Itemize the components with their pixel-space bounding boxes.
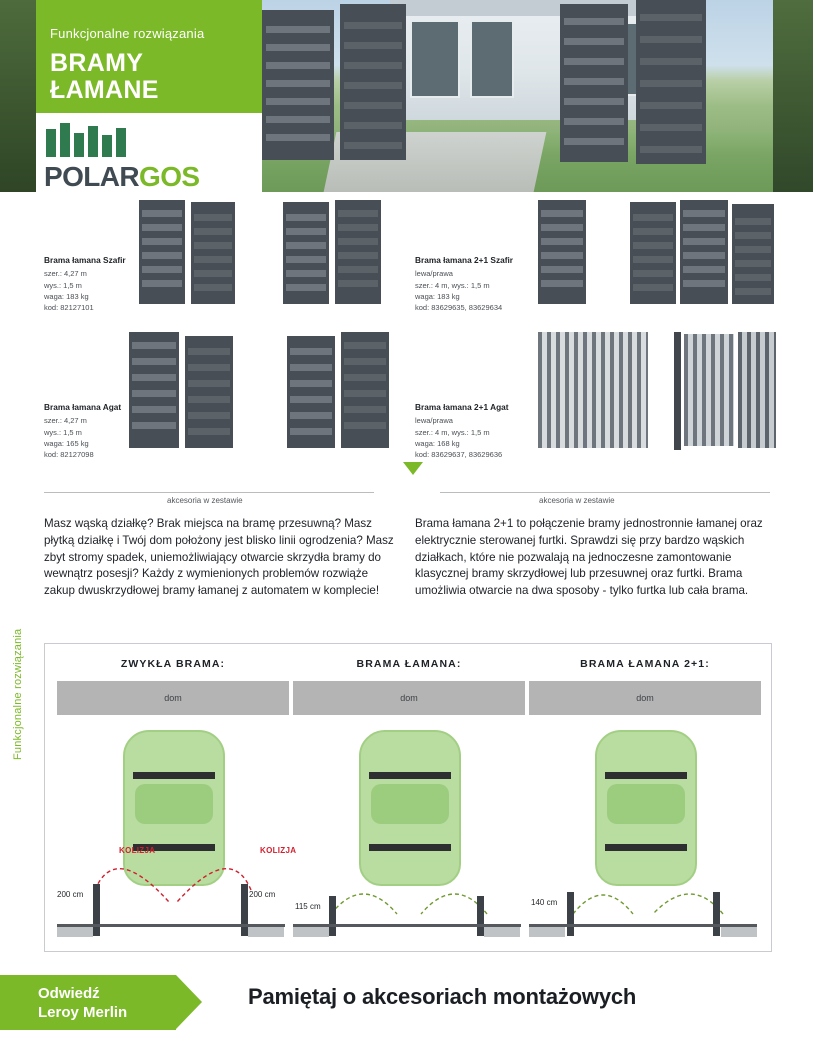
house-bar	[293, 681, 525, 715]
cta-arrow-icon	[176, 975, 202, 1029]
product-photo-szafir-2plus1	[534, 200, 778, 310]
house-label: dom	[164, 693, 182, 703]
house-bar	[57, 681, 289, 715]
product-spec: szer.: 4,27 m	[44, 416, 87, 426]
gate-post	[329, 896, 336, 936]
comparison-diagram-panel	[44, 643, 772, 952]
dimension-left: 200 cm	[57, 890, 84, 899]
description-right: Brama łamana 2+1 to połączenie bramy jednostronnie łamanej oraz elektrycznie sterowanej furtki. Sprawdzi się przy bardzo wąskich działkach, które nie pozwalają na jednoczesne zamontowanie klasycznej bramy skrzydłowej lub przesuwnej oraz furtki. Brama umożliwia otwarcie na dwa sposoby - tylko furtka lub cała brama.	[415, 517, 763, 598]
diagram-column-folding	[293, 658, 525, 715]
accessories-label-left: akcesoria w zestawie	[167, 496, 243, 505]
ground-line	[529, 924, 757, 927]
diagram-title: BRAMA ŁAMANA:	[356, 658, 462, 670]
cta-line2: Leroy Merlin	[38, 1003, 128, 1021]
hero-gate-leaf	[636, 0, 706, 164]
product-info-szafir-2plus1	[415, 254, 565, 313]
divider-right	[440, 492, 770, 493]
product-spec: szer.: 4,27 m	[44, 269, 87, 279]
gate-post	[93, 884, 100, 936]
car-illustration	[359, 730, 461, 886]
product-spec: waga: 168 kg	[415, 438, 460, 448]
footer-slogan: Pamiętaj o akcesoriach montażowych	[248, 984, 637, 1009]
product-spec: szer.: 4 m, wys.: 1,5 m	[415, 427, 490, 437]
brand-logo	[36, 113, 262, 192]
product-spec: wys.: 1,5 m	[44, 427, 82, 437]
product-spec: szer.: 4 m, wys.: 1,5 m	[415, 280, 490, 290]
hero-gate-leaf	[560, 4, 628, 162]
product-photo-agat-2plus1	[534, 332, 778, 454]
gate-post	[241, 884, 248, 936]
collision-label-left: KOLIZJA	[119, 846, 156, 855]
gate-post	[713, 892, 720, 936]
hero-banner	[0, 0, 813, 192]
brand-wordmark	[44, 161, 199, 192]
hero-title-line1: BRAMY	[50, 49, 144, 77]
swing-arc-folding-2plus1	[529, 866, 761, 928]
product-name: Brama łamana 2+1 Szafir	[415, 255, 514, 265]
dimension-left: 140 cm	[531, 898, 558, 907]
hero-gate-leaf	[262, 10, 334, 160]
dimension-right: 200 cm	[249, 890, 276, 899]
scroll-down-arrow-icon	[403, 462, 423, 475]
house-bar	[529, 681, 761, 715]
product-spec: lewa/prawa	[415, 416, 453, 426]
product-spec: lewa/prawa	[415, 269, 453, 279]
product-info-agat-2plus1	[415, 401, 565, 460]
gate-post	[567, 892, 574, 936]
ground-line	[293, 924, 521, 927]
diagram-column-standard	[57, 658, 289, 715]
ground-line	[57, 924, 285, 927]
product-spec: kod: 82127098	[44, 450, 94, 460]
product-spec: waga: 183 kg	[44, 291, 89, 301]
description-left: Masz wąską działkę? Brak miejsca na bramę przesuwną? Masz płytką działkę i Twój dom położony jest blisko linii ogrodzenia? Masz zbyt stromy spadek, uniemożliwiający otwarcie skrzydła bramy do wewnątrz posesji? Każdy z wymienionych problemów rozwiąże zakup dwuskrzydłowej bramy łamanej z automatem w komplecie!	[44, 517, 394, 598]
product-info-szafir	[44, 254, 174, 313]
divider-left	[44, 492, 374, 493]
house-label: dom	[400, 693, 418, 703]
hero-gate-leaf	[340, 4, 406, 160]
vertical-side-label: Funkcjonalne rozwiązania	[12, 628, 24, 760]
product-name: Brama łamana Agat	[44, 402, 122, 412]
accessories-label-right: akcesoria w zestawie	[539, 496, 615, 505]
diagram-title: ZWYKŁA BRAMA:	[120, 658, 226, 670]
swing-arc-folding	[293, 866, 525, 928]
product-name: Brama łamana Szafir	[44, 255, 126, 265]
product-info-agat	[44, 401, 174, 460]
product-spec: kod: 83629637, 83629636	[415, 450, 503, 460]
product-spec: waga: 183 kg	[415, 291, 460, 301]
car-illustration	[595, 730, 697, 886]
product-name: Brama łamana 2+1 Agat	[415, 402, 509, 412]
house-window	[470, 20, 514, 98]
brand-word-part1: POLAR	[44, 161, 140, 192]
hedge-right	[773, 0, 813, 192]
hero-title-line2: ŁAMANE	[50, 76, 159, 104]
hedge-left	[0, 0, 36, 192]
brand-word-part2: GOS	[139, 161, 200, 192]
house-label: dom	[636, 693, 654, 703]
product-gallery	[0, 192, 813, 484]
hero-title-badge	[36, 0, 262, 113]
house-window	[410, 20, 460, 98]
dimension-left: 115 cm	[295, 902, 321, 911]
cta-line1: Odwiedź	[38, 985, 100, 1002]
collision-label-right: KOLIZJA	[260, 846, 297, 855]
diagram-title: BRAMA ŁAMANA 2+1:	[580, 658, 710, 670]
product-spec: waga: 165 kg	[44, 438, 89, 448]
product-spec: kod: 83629635, 83629634	[415, 303, 503, 313]
polargos-logo-icon	[46, 123, 140, 157]
diagram-column-folding-2plus1	[529, 658, 761, 715]
gate-post	[477, 896, 484, 936]
hero-eyebrow: Funkcjonalne rozwiązania	[50, 26, 205, 41]
product-spec: kod: 82127101	[44, 303, 94, 313]
product-photo-szafir	[135, 200, 395, 310]
product-spec: wys.: 1,5 m	[44, 280, 82, 290]
visit-leroy-merlin-cta[interactable]	[0, 975, 176, 1030]
